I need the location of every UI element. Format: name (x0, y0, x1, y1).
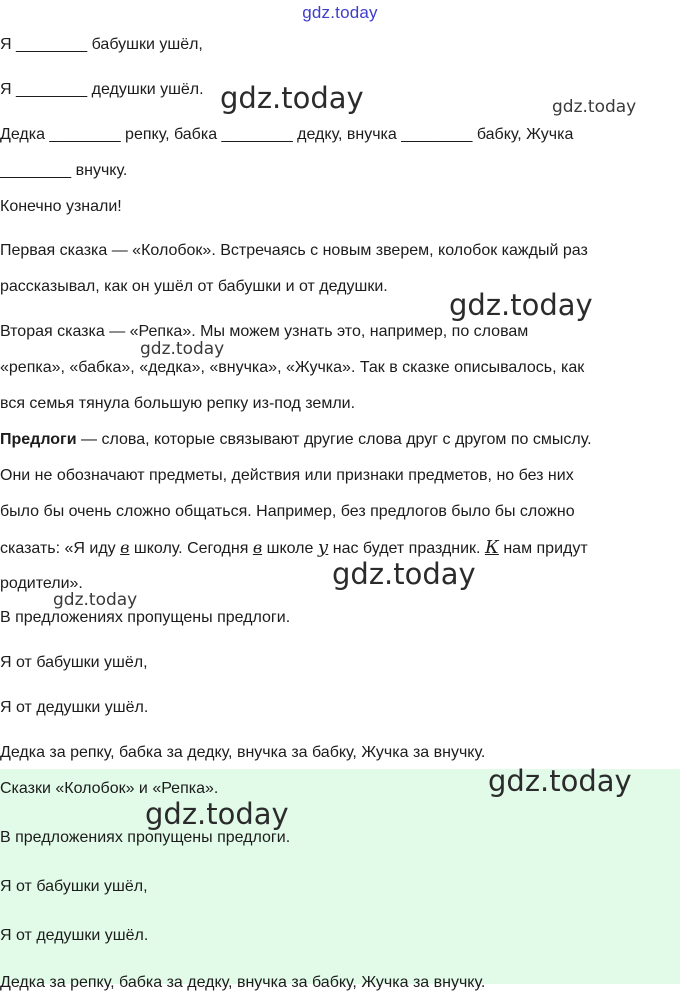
preposition-v-1: в (120, 538, 130, 557)
prepositions-line-3: было бы очень сложно общаться. Например, без предлогов было бы сложно (0, 503, 575, 520)
exercise-line-3: Дедка ________ репку, бабка ________ дедку, внучка ________ бабку, Жучка (0, 126, 574, 143)
watermark: gdz.today (145, 797, 289, 831)
prepositions-example-part-1: сказать: «Я иду (0, 540, 121, 557)
filled-line-2: Я от дедушки ушёл. (0, 699, 149, 716)
prepositions-line-4 (0, 538, 588, 559)
answer-intro: В предложениях пропущены предлоги. (0, 829, 291, 846)
prepositions-line-2: Они не обозначают предметы, действия или признаки предметов, но без них (0, 467, 574, 484)
first-tale-line-1: Первая сказка — «Колобок». Встречаясь с новым зверем, колобок каждый раз (0, 242, 588, 259)
watermark: gdz.today (488, 764, 632, 798)
filled-intro: В предложениях пропущены предлоги. (0, 609, 291, 626)
watermark: gdz.today (220, 81, 364, 115)
prepositions-example-part-5: нам придут (498, 540, 588, 557)
second-tale-line-3: вся семья тянула большую репку из-под земли. (0, 395, 356, 412)
prepositions-example-part-3: школе (262, 540, 318, 557)
second-tale-line-2: «репка», «бабка», «дедка», «внучка», «Жучка». Так в сказке описывалось, как (0, 359, 585, 376)
watermark: gdz.today (332, 557, 476, 591)
answer-line-3: Дедка за репку, бабка за дедку, внучка за бабку, Жучка за внучку. (0, 974, 486, 991)
prepositions-line-5: родители». (0, 575, 83, 592)
answer-line-1: Я от бабушки ушёл, (0, 878, 148, 895)
prepositions-example-part-4: нас будет праздник. (328, 540, 485, 557)
watermark: gdz.today (552, 97, 637, 117)
preposition-v-2: в (252, 538, 263, 557)
header-watermark: gdz.today (302, 3, 378, 22)
first-tale-line-2: рассказывал, как он ушёл от бабушки и от дедушки. (0, 278, 388, 295)
prepositions-term: Предлоги (0, 431, 77, 448)
watermark: gdz.today (140, 339, 225, 359)
exercise-line-2: Я ________ дедушки ушёл. (0, 81, 204, 98)
answer-title: Сказки «Колобок» и «Репка». (0, 780, 219, 797)
preposition-k: К (484, 537, 499, 558)
watermark: gdz.today (53, 590, 138, 610)
question-answer: Конечно узнали! (0, 198, 122, 215)
answer-line-2: Я от дедушки ушёл. (0, 927, 149, 944)
watermark: gdz.today (449, 288, 593, 322)
second-tale-line-1: Вторая сказка — «Репка». Мы можем узнать это, например, по словам (0, 323, 529, 340)
exercise-line-1: Я ________ бабушки ушёл, (0, 36, 203, 53)
exercise-line-4: ________ внучку. (0, 162, 128, 179)
filled-line-1: Я от бабушки ушёл, (0, 654, 148, 671)
prepositions-example-part-2: школу. Сегодня (129, 540, 253, 557)
preposition-u: у (317, 537, 329, 558)
prepositions-definition: — слова, которые связывают другие слова друг с другом по смыслу. (76, 431, 592, 448)
filled-line-3: Дедка за репку, бабка за дедку, внучка за бабку, Жучка за внучку. (0, 744, 486, 761)
prepositions-line-1 (0, 430, 592, 450)
